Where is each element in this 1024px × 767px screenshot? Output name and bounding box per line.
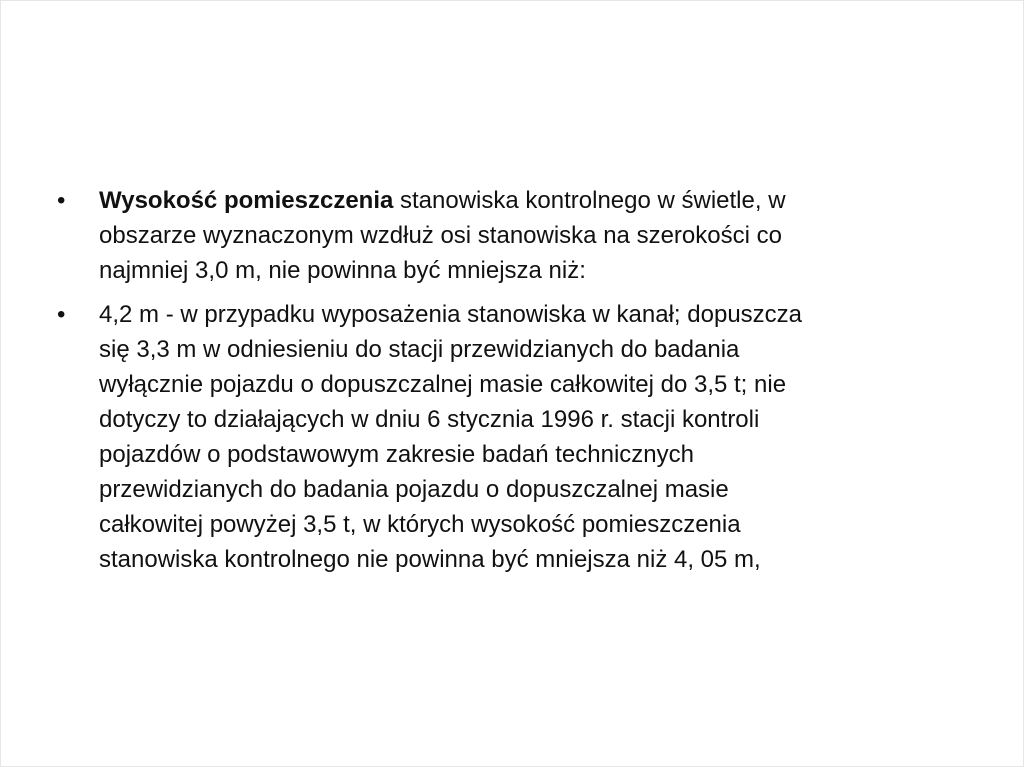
text-line: pojazdów o podstawowym zakresie badań technicznych [99,441,694,468]
text-line: przewidzianych do badania pojazdu o dopuszczalnej masie [99,476,729,503]
text-line: dotyczy to działających w dniu 6 stycznia 1996 r. stacji kontroli [99,406,760,433]
text-line: się 3,3 m w odniesieniu do stacji przewidzianych do badania [99,336,740,363]
text-line: całkowitej powyżej 3,5 t, w których wysokość pomieszczenia [99,511,741,538]
bullet-item-2 [57,297,957,577]
text-run: stanowiska kontrolnego w świetle, w [393,187,786,214]
text-line: 4,2 m - w przypadku wyposażenia stanowiska w kanał; dopuszcza [99,301,803,328]
bullet-marker: • [57,301,66,328]
bold-heading: Wysokość pomieszczenia [99,187,394,214]
text-line [99,183,957,218]
bullet-marker: • [57,187,66,214]
text-line: stanowiska kontrolnego nie powinna być mniejsza niż 4, 05 m, [99,546,761,573]
text-line: najmniej 3,0 m, nie powinna być mniejsza niż: [99,257,586,284]
text-line: wyłącznie pojazdu o dopuszczalnej masie całkowitej do 3,5 t; nie [99,371,787,398]
slide-content [57,183,957,586]
bullet-list [57,183,957,577]
text-line: obszarze wyznaczonym wzdłuż osi stanowiska na szerokości co [99,222,782,249]
bullet-item-1 [57,183,957,288]
